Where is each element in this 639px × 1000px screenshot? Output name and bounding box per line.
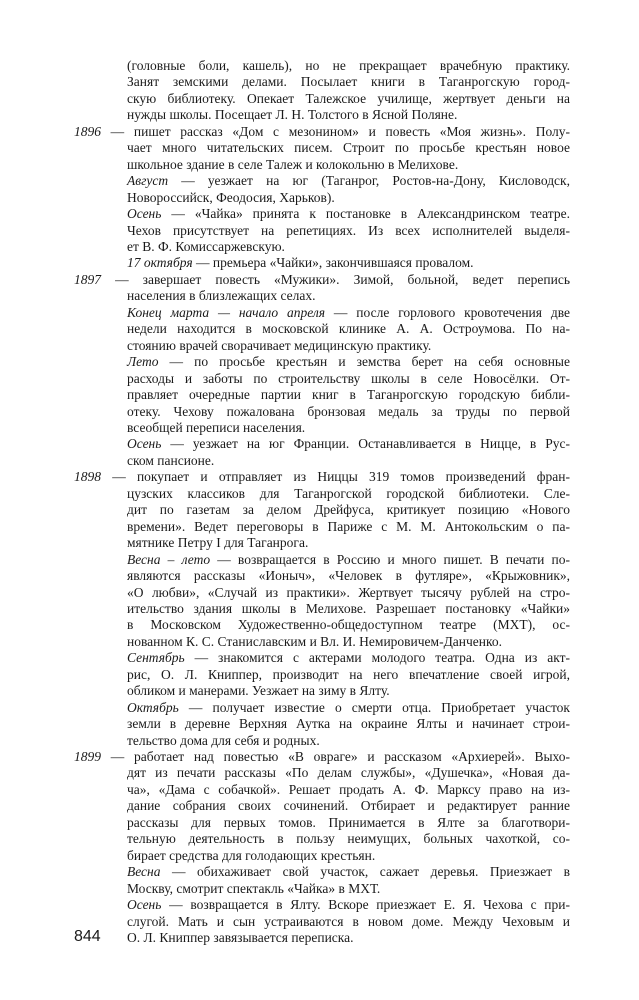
- period-paragraph: [74, 354, 570, 436]
- text-line: правляет очередные партии книг в Таганрогскую городскую библи-: [127, 387, 570, 403]
- text-line: рис, О. Л. Книппер, производит на него впечатление своей игрой,: [127, 666, 570, 682]
- text-line: Сентябрь — знакомится с актерами молодого театра. Одна из акт-: [127, 650, 570, 666]
- period-paragraph: [74, 436, 570, 469]
- period-label: 17 октября: [127, 255, 193, 271]
- text-line: Занят земскими делами. Посылает книги в Таганрогскую город-: [127, 74, 570, 90]
- period-label: Лето: [127, 354, 159, 370]
- page-number: 844: [74, 928, 101, 945]
- text-line: О. Л. Книппер завязывается переписка.: [127, 930, 354, 946]
- text-line: населения в близлежащих селах.: [127, 288, 316, 304]
- text-line: дят из печати рассказы «По делам службы», «Душечка», «Новая да-: [127, 765, 570, 781]
- text-line: нованном К. С. Станиславским и Вл. И. Немировичем-Данченко.: [127, 633, 503, 649]
- chronology-entry: [74, 749, 570, 946]
- period-label: Конец марта — начало апреля: [127, 304, 326, 320]
- year-label: 1898: [74, 469, 101, 485]
- period-paragraph: [74, 700, 570, 749]
- period-paragraph: [74, 305, 570, 354]
- text-line: расходы и заботы по строительству школы в селе Новосёлки. От-: [127, 370, 570, 386]
- period-paragraph: [74, 650, 570, 699]
- text-line: школьное здание в селе Талеж и колокольню в Мелихове.: [127, 156, 459, 172]
- chronology-entry: [74, 272, 570, 469]
- text-line: отеку. Чехову пожалована бронзовая медаль за труды по первой: [127, 403, 570, 419]
- text-line: цузских классиков для Таганрогской городской библиотеки. Сле-: [127, 485, 570, 501]
- period-paragraph: [74, 173, 570, 206]
- text-line: (головные боли, кашель), но не прекращает врачебную практику.: [127, 58, 570, 73]
- text-line: обликом и манерами. Уезжает на зиму в Ялту.: [127, 683, 390, 699]
- text-line: в Московском Художественно-общедоступном театре (МХТ), ос-: [127, 617, 570, 633]
- text-line: дание собрания своих сочинений. Отбирает и редактирует ранние: [127, 798, 570, 814]
- text-line: Лето — по просьбе крестьян и земства берет на себя основные: [127, 354, 570, 370]
- text-line: всеобщей переписи населения.: [127, 419, 306, 435]
- period-paragraph: [74, 864, 570, 897]
- text-line: земли в деревне Верхняя Аутка на окраине Ялты и начинает строи-: [127, 716, 570, 732]
- year-label: 1897: [74, 271, 101, 287]
- year-line: [74, 749, 570, 765]
- intro-paragraph: [74, 58, 570, 124]
- period-label: Весна – лето: [127, 551, 211, 567]
- text-line: дит по газетам за делом Дрейфуса, критикует позицию «Нового: [127, 502, 570, 518]
- text-line: слугой. Мать и сын устраиваются в новом доме. Между Чеховым и: [127, 913, 570, 929]
- period-label: Осень: [127, 436, 162, 452]
- period-paragraph: [74, 206, 570, 255]
- text-line: «О любви», «Случай из практики». Жертвует тысячу рублей на стро-: [127, 584, 570, 600]
- text-line: Чехов присутствует на репетициях. Из всех исполнителей выделя-: [127, 222, 570, 238]
- year-line: [74, 124, 570, 140]
- text-line: Осень — возвращается в Ялту. Вскоре приезжает Е. Я. Чехова с при-: [127, 897, 570, 913]
- chronology-page: [74, 58, 570, 946]
- period-paragraph: [74, 897, 570, 946]
- text-line: ет В. Ф. Комиссаржевскую.: [127, 238, 285, 254]
- text-line: чает много читательских писем. Строит по просьбе крестьян новое: [127, 140, 570, 156]
- entry-continuation: [74, 140, 570, 173]
- entry-text: — работает над повестью «В овраге» и рассказом «Архиерей». Выхо-: [101, 749, 570, 765]
- year-line: [74, 469, 570, 485]
- text-line: ском пансионе.: [127, 452, 215, 468]
- text-line: являются рассказы «Ионыч», «Человек в футляре», «Крыжовник»,: [127, 568, 570, 584]
- period-label: Весна: [127, 864, 161, 880]
- text-line: скую библиотеку. Опекает Талежское училище, жертвует деньги на: [127, 90, 570, 106]
- period-paragraph: [74, 552, 570, 651]
- entry-text: — пишет рассказ «Дом с мезонином» и повесть «Моя жизнь». Полу-: [101, 123, 570, 139]
- year-label: 1896: [74, 123, 101, 139]
- chronology-entry: [74, 469, 570, 749]
- text-line: Осень — уезжает на юг Франции. Останавливается в Ницце, в Рус-: [127, 436, 570, 452]
- chronology-entry: [74, 124, 570, 272]
- text-line: ительство здания школы в Мелихове. Разрешает постановку «Чайки»: [127, 600, 570, 616]
- text-line: Август — уезжает на юг (Таганрог, Ростов-на-Дону, Кисловодск,: [127, 173, 570, 189]
- text-line: мятнике Петру I для Таганрога.: [127, 535, 309, 551]
- text-line: недели находится в московской клинике А. А. Остроумова. По на-: [127, 321, 570, 337]
- text-line: бирает средства для голодающих крестьян.: [127, 847, 376, 863]
- text-line: Новороссийск, Феодосия, Харьков).: [127, 189, 335, 205]
- entry-text: — покупает и отправляет из Ниццы 319 томов произведений фран-: [101, 469, 570, 485]
- text-line: рассказы для первых томов. Принимается в Ялте за благотвори-: [127, 814, 570, 830]
- text-line: тельную деятельность в пользу неимущих, больных чахоткой, со-: [127, 831, 570, 847]
- text-line: Весна – лето — возвращается в Россию и много пишет. В печати по-: [127, 551, 570, 567]
- text-line: Весна — обихаживает свой участок, сажает деревья. Приезжает в: [127, 864, 570, 880]
- period-label: Октябрь: [127, 699, 179, 715]
- text-line: Осень — «Чайка» принята к постановке в Александринском театре.: [127, 206, 570, 222]
- entry-continuation: [74, 486, 570, 552]
- text-line: 17 октября — премьера «Чайки», закончившаяся провалом.: [127, 255, 474, 271]
- entry-continuation: [74, 765, 570, 864]
- period-label: Август: [127, 173, 169, 189]
- year-line: [74, 272, 570, 288]
- period-paragraph: [74, 255, 570, 271]
- text-line: времени». Ведет переговоры в Париже с М. М. Антокольским о па-: [127, 518, 570, 534]
- text-line: Конец марта — начало апреля — после горлового кровотечения две: [127, 304, 570, 320]
- period-label: Осень: [127, 897, 162, 913]
- text-line: ча», «Дама с собачкой». Решает продать А. Ф. Марксу право на из-: [127, 781, 570, 797]
- text-line: стоянию врачей сворачивает медицинскую практику.: [127, 337, 432, 353]
- text-line: Москву, смотрит спектакль «Чайка» в МХТ.: [127, 880, 381, 896]
- entry-text: — завершает повесть «Мужики». Зимой, больной, ведет перепись: [101, 271, 570, 287]
- text-line: нужды школы. Посещает Л. Н. Толстого в Ясной Поляне.: [127, 107, 458, 123]
- entry-continuation: [74, 288, 570, 304]
- period-label: Осень: [127, 206, 162, 222]
- text-line: Октябрь — получает известие о смерти отца. Приобретает участок: [127, 699, 570, 715]
- text-line: тельство дома для себя и родных.: [127, 732, 320, 748]
- period-label: Сентябрь: [127, 650, 185, 666]
- year-label: 1899: [74, 749, 101, 765]
